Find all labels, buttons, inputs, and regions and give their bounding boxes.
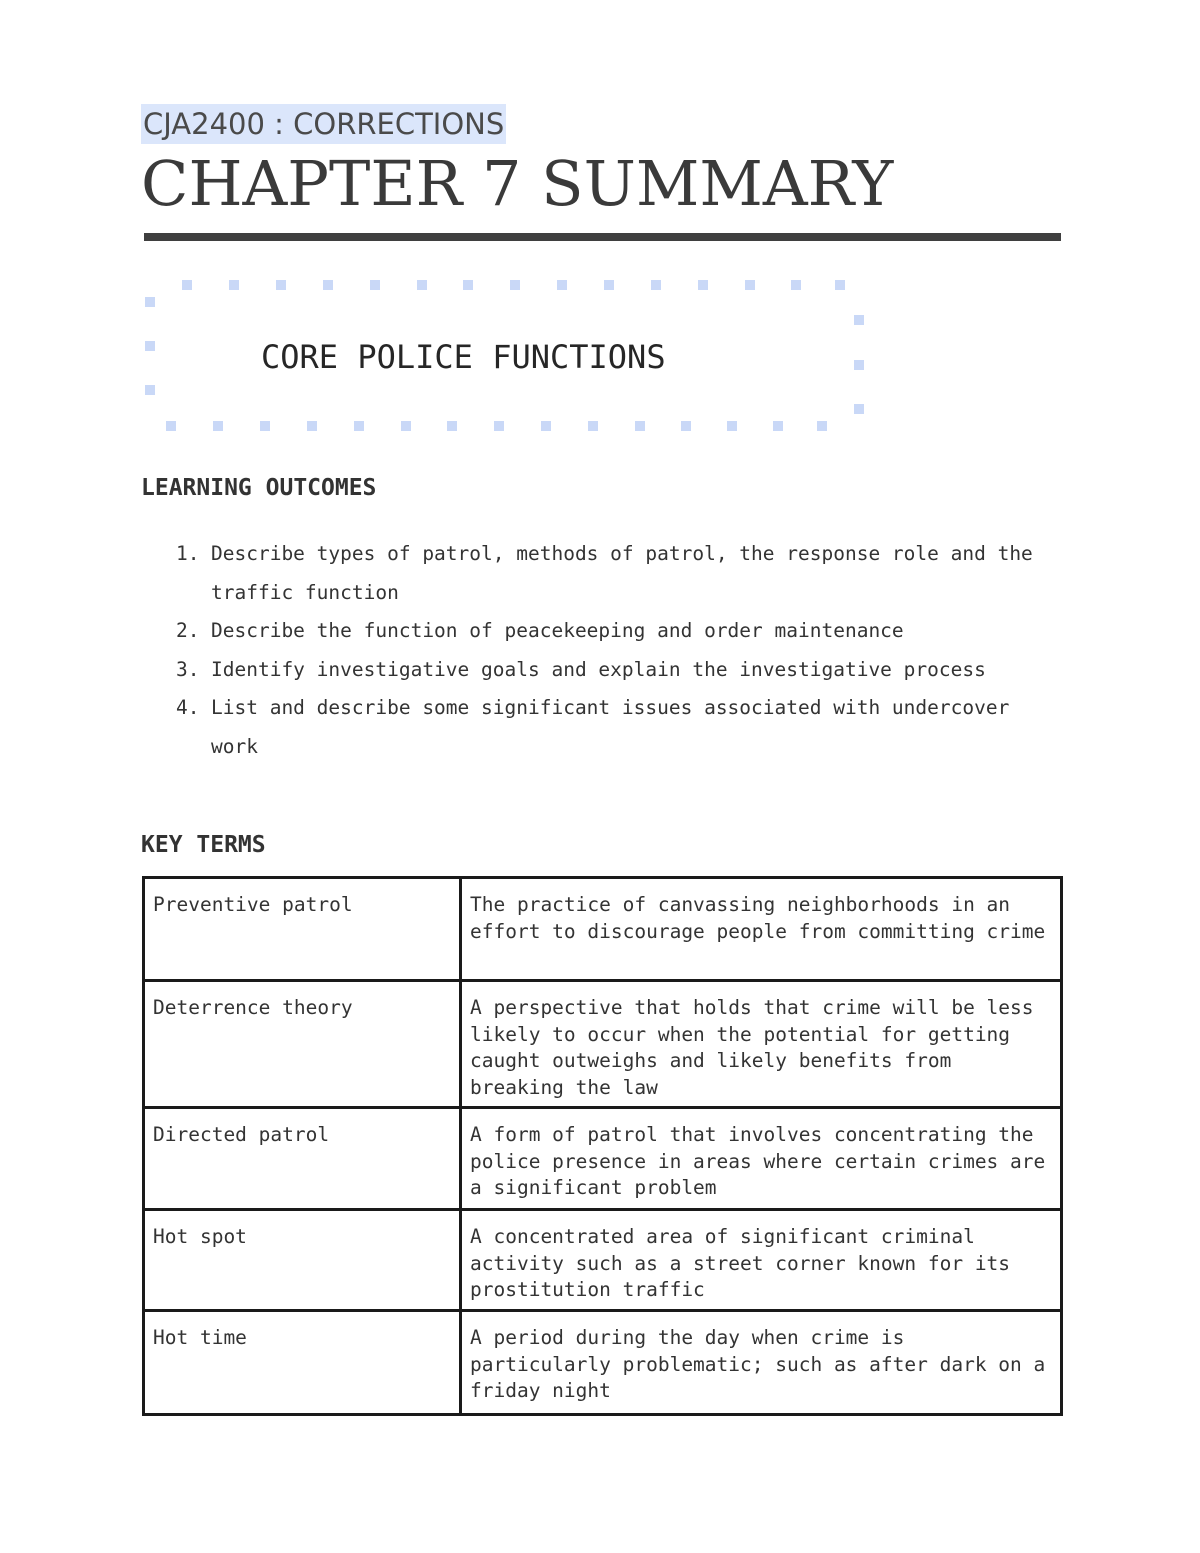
list-item-text: Describe types of patrol, methods of patrol, the response role and the traffic function xyxy=(211,542,1033,604)
title-divider xyxy=(144,233,1061,241)
table-row xyxy=(144,1210,1062,1311)
course-code: CJA2400 : CORRECTIONS xyxy=(141,104,506,144)
list-item xyxy=(172,689,1042,766)
definition-cell: A form of patrol that involves concentrating the police presence in areas where certain crimes are a significant problem xyxy=(461,1108,1062,1210)
learning-outcomes-list xyxy=(172,535,1042,766)
list-item-number: 1. xyxy=(176,542,200,565)
definition-cell: A concentrated area of significant criminal activity such as a street corner known for its prostitution traffic xyxy=(461,1210,1062,1311)
key-terms-heading: KEY TERMS xyxy=(141,832,266,858)
term-cell: Preventive patrol xyxy=(144,878,461,981)
page-title: CHAPTER 7 SUMMARY xyxy=(141,147,894,220)
definition-cell: The practice of canvassing neighborhoods in an effort to discourage people from committing crime xyxy=(461,878,1062,981)
list-item xyxy=(172,651,1042,690)
definition-cell: A perspective that holds that crime will be less likely to occur when the potential for getting caught outweighs and likely benefits from breaking the law xyxy=(461,981,1062,1108)
list-item-text: Describe the function of peacekeeping and order maintenance xyxy=(211,619,904,642)
list-item-number: 2. xyxy=(176,619,200,642)
callout-title: CORE POLICE FUNCTIONS xyxy=(261,338,666,376)
term-cell: Deterrence theory xyxy=(144,981,461,1108)
table-row xyxy=(144,1108,1062,1210)
list-item-text: Identify investigative goals and explain the investigative process xyxy=(211,657,986,681)
list-item-text: List and describe some significant issues associated with undercover work xyxy=(211,696,1010,758)
definition-cell: A period during the day when crime is particularly problematic; such as after dark on a friday night xyxy=(461,1311,1062,1415)
table-row xyxy=(144,1311,1062,1415)
list-item xyxy=(172,612,1042,651)
table-row xyxy=(144,981,1062,1108)
list-item-number: 4. xyxy=(176,696,200,719)
key-terms-table xyxy=(142,876,1063,1416)
term-cell: Directed patrol xyxy=(144,1108,461,1210)
table-row xyxy=(144,878,1062,981)
list-item-number: 3. xyxy=(176,657,200,681)
learning-outcomes-heading: LEARNING OUTCOMES xyxy=(141,475,377,501)
term-cell: Hot time xyxy=(144,1311,461,1415)
list-item xyxy=(172,535,1042,612)
term-cell: Hot spot xyxy=(144,1210,461,1311)
